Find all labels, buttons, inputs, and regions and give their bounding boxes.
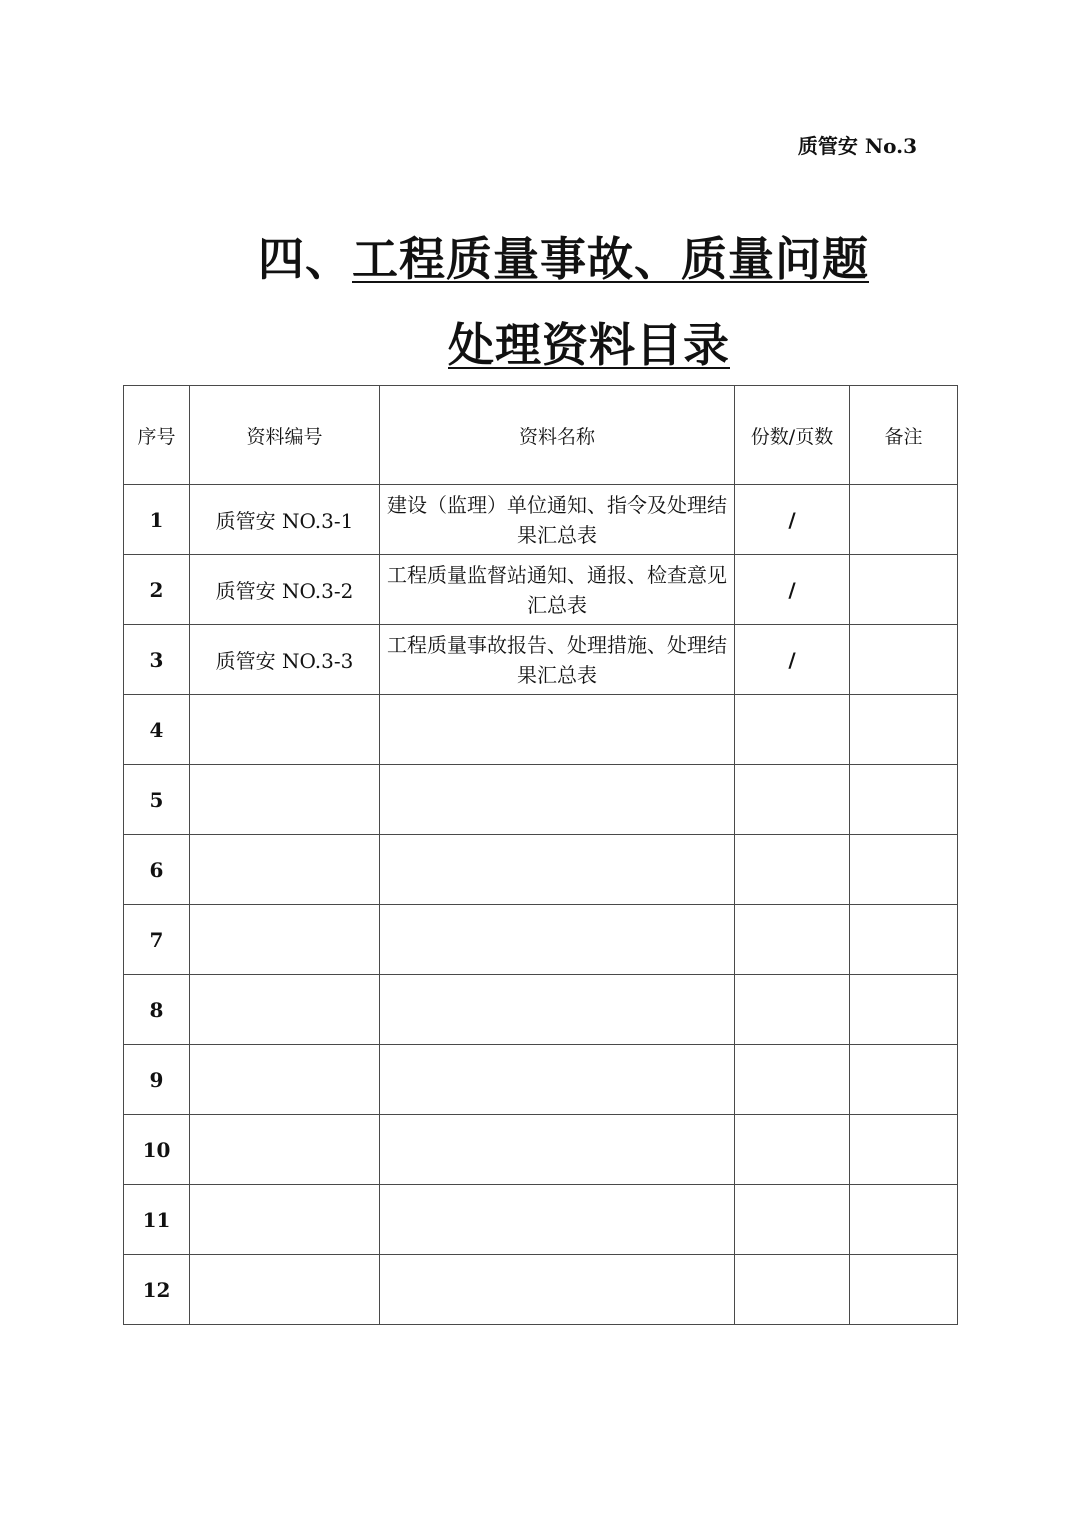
row-seq: 12 bbox=[124, 1255, 190, 1325]
table-row bbox=[124, 975, 958, 1045]
row-code bbox=[190, 835, 380, 905]
row-code bbox=[190, 975, 380, 1045]
row-seq: 8 bbox=[124, 975, 190, 1045]
table-row bbox=[124, 905, 958, 975]
row-seq: 4 bbox=[124, 695, 190, 765]
row-note bbox=[850, 1115, 958, 1185]
table-row bbox=[124, 1185, 958, 1255]
row-code bbox=[190, 905, 380, 975]
row-note bbox=[850, 765, 958, 835]
row-code bbox=[190, 765, 380, 835]
row-count bbox=[735, 1185, 850, 1255]
row-code bbox=[190, 1045, 380, 1115]
page-title-line-2 bbox=[448, 318, 730, 372]
row-name bbox=[380, 695, 735, 765]
row-note bbox=[850, 1045, 958, 1115]
row-note bbox=[850, 485, 958, 555]
row-count: / bbox=[735, 625, 850, 695]
catalog-table bbox=[123, 385, 958, 1325]
row-note bbox=[850, 1185, 958, 1255]
row-note bbox=[850, 555, 958, 625]
row-name: 工程质量监督站通知、通报、检查意见汇总表 bbox=[380, 555, 735, 625]
header-seq: 序号 bbox=[124, 386, 190, 485]
header-code: 资料编号 bbox=[190, 386, 380, 485]
row-name bbox=[380, 975, 735, 1045]
header-count: 份数/页数 bbox=[735, 386, 850, 485]
row-name bbox=[380, 1185, 735, 1255]
title-main-line-2: 处理资料目录 bbox=[448, 318, 730, 372]
row-name bbox=[380, 765, 735, 835]
row-name bbox=[380, 1255, 735, 1325]
row-note bbox=[850, 625, 958, 695]
row-name bbox=[380, 905, 735, 975]
row-seq: 2 bbox=[124, 555, 190, 625]
row-count: / bbox=[735, 485, 850, 555]
row-note bbox=[850, 1255, 958, 1325]
row-name bbox=[380, 1045, 735, 1115]
row-code bbox=[190, 695, 380, 765]
row-seq: 7 bbox=[124, 905, 190, 975]
row-code bbox=[190, 1115, 380, 1185]
document-code: 质管安 No.3 bbox=[797, 134, 917, 158]
table-row bbox=[124, 1045, 958, 1115]
table-row bbox=[124, 835, 958, 905]
row-note bbox=[850, 905, 958, 975]
row-name bbox=[380, 835, 735, 905]
row-seq: 9 bbox=[124, 1045, 190, 1115]
row-name: 建设（监理）单位通知、指令及处理结果汇总表 bbox=[380, 485, 735, 555]
row-count: / bbox=[735, 555, 850, 625]
row-code bbox=[190, 1255, 380, 1325]
row-name: 工程质量事故报告、处理措施、处理结果汇总表 bbox=[380, 625, 735, 695]
table-row bbox=[124, 555, 958, 625]
row-seq: 5 bbox=[124, 765, 190, 835]
row-code: 质管安 NO.3-2 bbox=[190, 555, 380, 625]
row-name bbox=[380, 1115, 735, 1185]
row-seq: 6 bbox=[124, 835, 190, 905]
row-count bbox=[735, 975, 850, 1045]
table-row bbox=[124, 1115, 958, 1185]
table-header-row bbox=[124, 386, 958, 485]
header-note: 备注 bbox=[850, 386, 958, 485]
table-row bbox=[124, 1255, 958, 1325]
row-seq: 11 bbox=[124, 1185, 190, 1255]
row-count bbox=[735, 765, 850, 835]
page-title-line-1 bbox=[258, 232, 869, 286]
row-note bbox=[850, 975, 958, 1045]
row-count bbox=[735, 905, 850, 975]
row-seq: 10 bbox=[124, 1115, 190, 1185]
row-seq: 3 bbox=[124, 625, 190, 695]
title-prefix: 四、 bbox=[258, 232, 352, 286]
header-name: 资料名称 bbox=[380, 386, 735, 485]
table-row bbox=[124, 695, 958, 765]
row-seq: 1 bbox=[124, 485, 190, 555]
row-note bbox=[850, 835, 958, 905]
row-note bbox=[850, 695, 958, 765]
row-code: 质管安 NO.3-1 bbox=[190, 485, 380, 555]
row-count bbox=[735, 835, 850, 905]
row-count bbox=[735, 695, 850, 765]
row-count bbox=[735, 1115, 850, 1185]
row-count bbox=[735, 1255, 850, 1325]
row-code bbox=[190, 1185, 380, 1255]
table-row bbox=[124, 485, 958, 555]
table-row bbox=[124, 765, 958, 835]
title-main-line-1: 工程质量事故、质量问题 bbox=[352, 232, 869, 286]
row-code: 质管安 NO.3-3 bbox=[190, 625, 380, 695]
row-count bbox=[735, 1045, 850, 1115]
table-row bbox=[124, 625, 958, 695]
